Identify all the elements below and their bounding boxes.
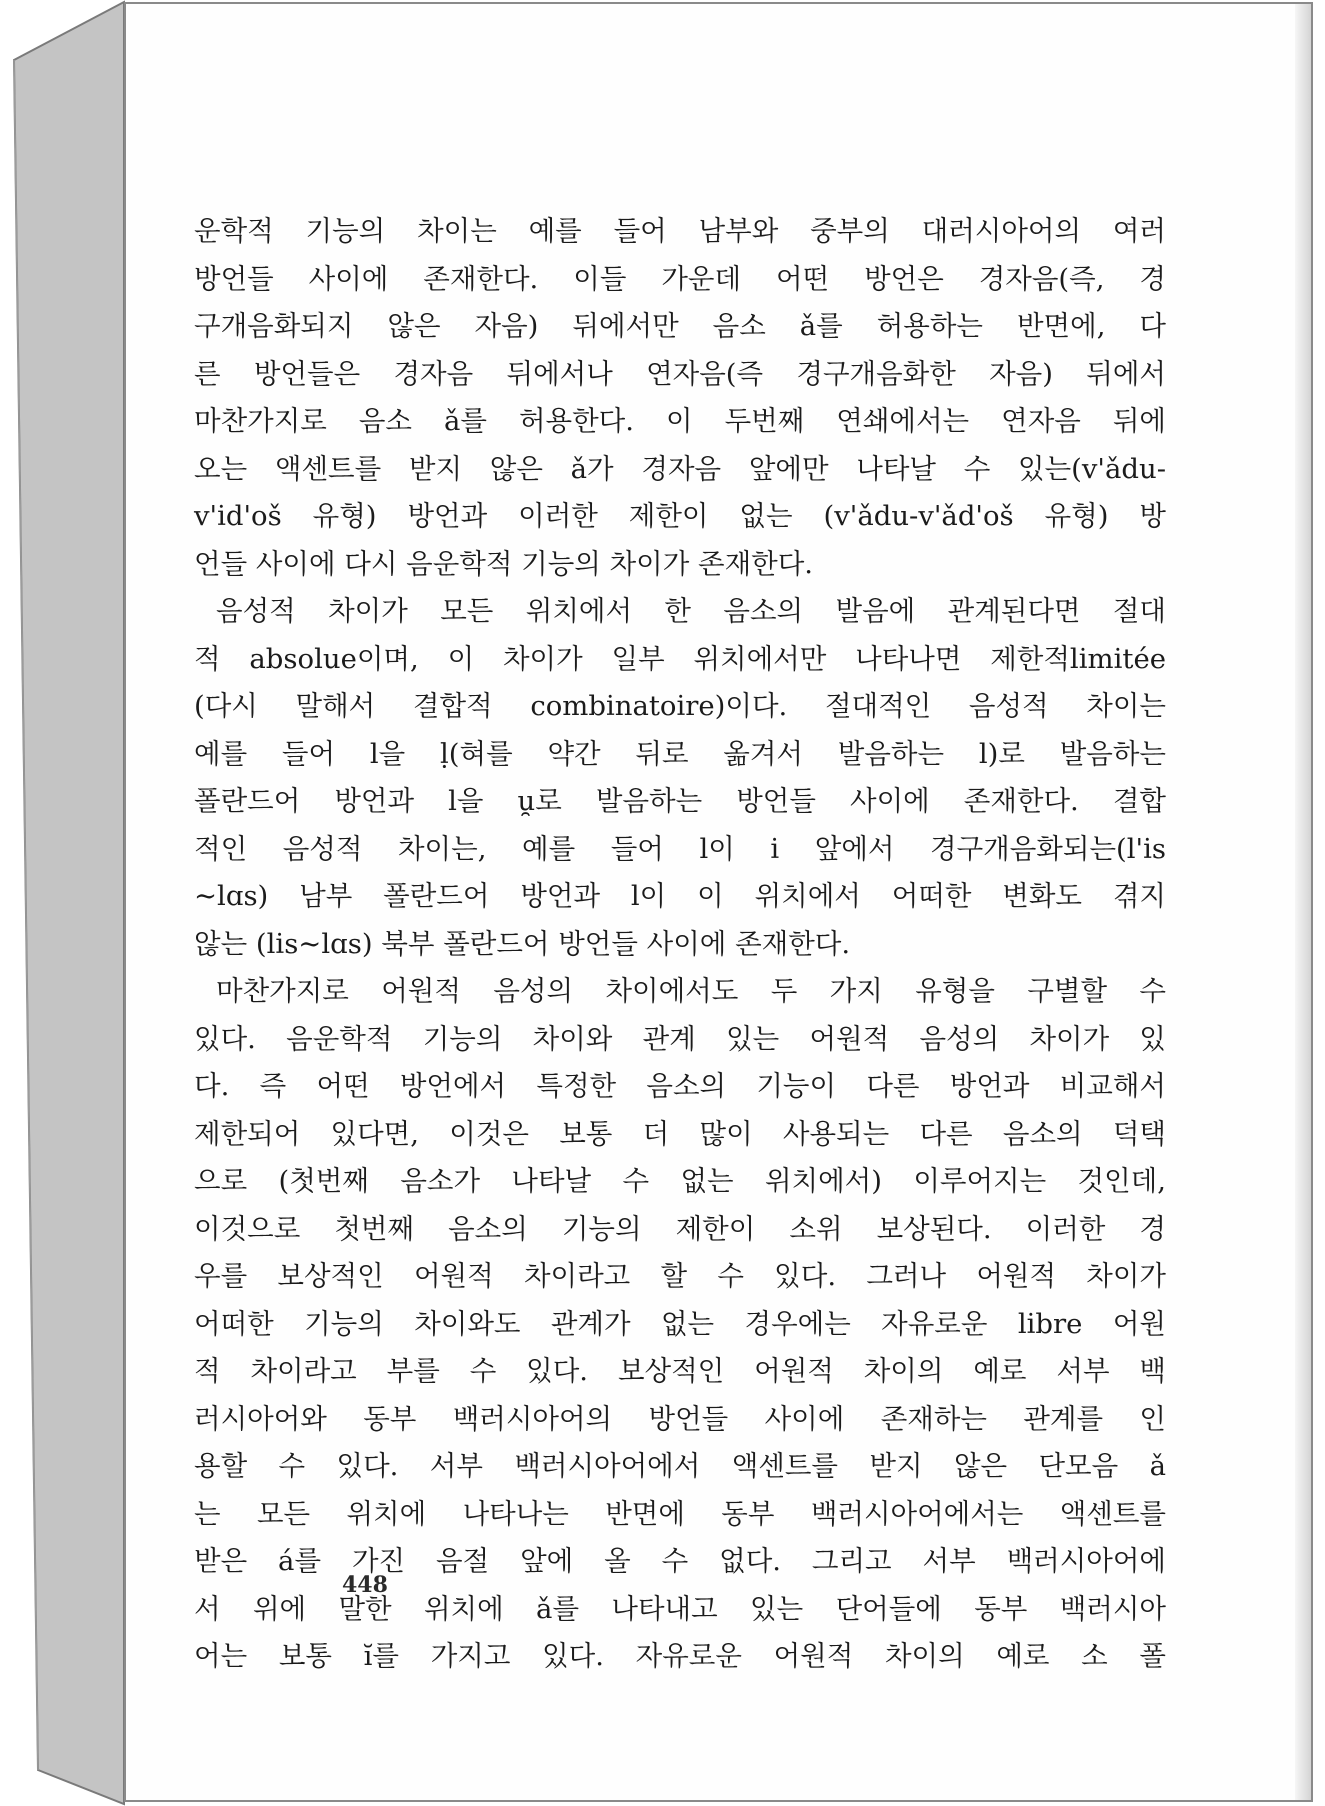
- text-line: 으로 (첫번째 음소가 나타날 수 없는 위치에서) 이루어지는 것인데,: [194, 1165, 1166, 1197]
- text-line: 적 absolue이며, 이 차이가 일부 위치에서만 나타나면 제한적limitée: [194, 642, 1166, 675]
- text-line: 폴란드어 방언과 l을 u̯로 발음하는 방언들 사이에 존재한다. 결합: [194, 785, 1166, 817]
- text-line: 어는 보통 ĭ를 가지고 있다. 자유로운 어원적 차이의 예로 소 폴: [194, 1640, 1166, 1672]
- text-line: 마찬가지로 어원적 음성의 차이에서도 두 가지 유형을 구별할 수: [216, 975, 1166, 1007]
- text-line: 있다. 음운학적 기능의 차이와 관계 있는 어원적 음성의 차이가 있: [194, 1022, 1166, 1055]
- page-edge: [1295, 4, 1311, 1800]
- text-line: 용할 수 있다. 서부 백러시아어에서 액센트를 받지 않은 단모음 ǎ: [194, 1450, 1166, 1482]
- text-line: 운학적 기능의 차이는 예를 들어 남부와 중부의 대러시아어의 여러: [194, 215, 1166, 247]
- text-line: 않는 (lis∼lɑs) 북부 폴란드어 방언들 사이에 존재한다.: [194, 927, 851, 960]
- paragraph: [194, 208, 1166, 588]
- text-line: 이것으로 첫번째 음소의 기능의 제한이 소위 보상된다. 이러한 경: [194, 1212, 1166, 1245]
- text-line: 제한되어 있다면, 이것은 보통 더 많이 사용되는 다른 음소의 덕택: [194, 1117, 1166, 1150]
- page-body-text: [194, 208, 1166, 1681]
- text-line: 음성적 차이가 모든 위치에서 한 음소의 발음에 관계된다면 절대: [216, 595, 1166, 627]
- text-line: 적인 음성적 차이는, 예를 들어 l이 i 앞에서 경구개음화되는(l'is: [194, 832, 1166, 865]
- page-number: 448: [342, 1572, 388, 1598]
- paragraph: [194, 588, 1166, 968]
- text-line: 받은 á를 가진 음절 앞에 올 수 없다. 그리고 서부 백러시아어에: [194, 1545, 1166, 1577]
- text-line: ∼lɑs) 남부 폴란드어 방언과 l이 이 위치에서 어떠한 변화도 겪지: [194, 880, 1166, 912]
- text-line: v'id'oš 유형) 방언과 이러한 제한이 없는 (v'ǎdu-v'ǎd'oš 유형) 방: [194, 500, 1166, 532]
- text-line: 어떠한 기능의 차이와도 관계가 없는 경우에는 자유로운 libre 어원: [194, 1307, 1166, 1340]
- text-line: 적 차이라고 부를 수 있다. 보상적인 어원적 차이의 예로 서부 백: [194, 1355, 1166, 1387]
- text-line: 는 모든 위치에 나타나는 반면에 동부 백러시아어에서는 액센트를: [194, 1497, 1166, 1530]
- text-line: 예를 들어 l을 ḷ(혀를 약간 뒤로 옮겨서 발음하는 l)로 발음하는: [194, 737, 1166, 770]
- text-line: 러시아어와 동부 백러시아어의 방언들 사이에 존재하는 관계를 인: [194, 1402, 1166, 1435]
- text-line: 방언들 사이에 존재한다. 이들 가운데 어떤 방언은 경자음(즉, 경: [194, 262, 1166, 295]
- text-line: 구개음화되지 않은 자음) 뒤에서만 음소 ǎ를 허용하는 반면에, 다: [194, 310, 1166, 342]
- text-line: 언들 사이에 다시 음운학적 기능의 차이가 존재한다.: [194, 547, 814, 580]
- text-line: 른 방언들은 경자음 뒤에서나 연자음(즉 경구개음화한 자음) 뒤에서: [194, 357, 1166, 390]
- text-line: 우를 보상적인 어원적 차이라고 할 수 있다. 그러나 어원적 차이가: [194, 1260, 1166, 1292]
- text-line: 마찬가지로 음소 ǎ를 허용한다. 이 두번째 연쇄에서는 연자음 뒤에: [194, 405, 1166, 437]
- text-line: 오는 액센트를 받지 않은 ǎ가 경자음 앞에만 나타날 수 있는(v'ǎdu-: [194, 452, 1166, 485]
- text-line: (다시 말해서 결합적 combinatoire)이다. 절대적인 음성적 차이는: [194, 690, 1166, 722]
- text-line: 다. 즉 어떤 방언에서 특정한 음소의 기능이 다른 방언과 비교해서: [194, 1070, 1166, 1102]
- text-line: 서 위에 말한 위치에 ǎ를 나타내고 있는 단어들에 동부 백러시아: [194, 1592, 1166, 1625]
- paragraph: [194, 968, 1166, 1681]
